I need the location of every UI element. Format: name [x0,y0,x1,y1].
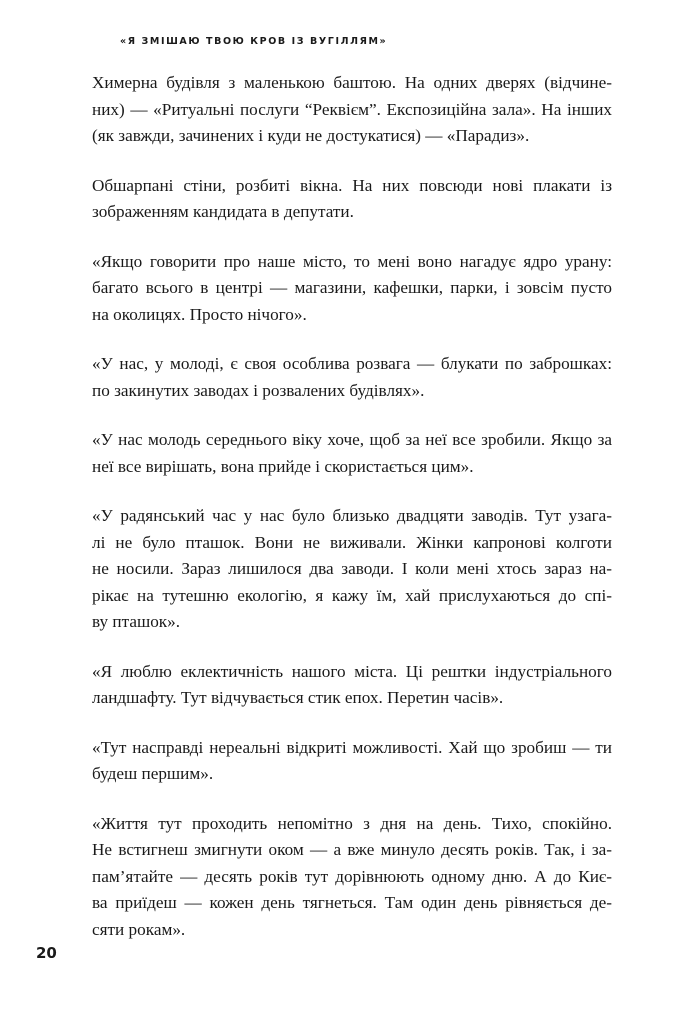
paragraph-2 [92,173,612,226]
body-text [92,70,612,966]
paragraph-9 [92,811,612,944]
text-line: лі не було пташок. Вони не виживали. Жінки капронові колготи [92,532,612,552]
text-line: на околицях. Просто нічого». [92,304,307,324]
paragraph-1 [92,70,612,150]
text-line: пам’ятайте — десять років тут дорівнюють одному дню. А до Киє- [92,866,612,886]
paragraph-6 [92,503,612,636]
paragraph-8 [92,735,612,788]
paragraph-3 [92,249,612,329]
text-line: «Тут насправді нереальні відкриті можливості. Хай що зробиш — ти [92,737,612,757]
text-line: рікає на тутешню екологію, я кажу їм, хай прислухаються до спі- [92,585,612,605]
text-line: неї все вирішать, вона прийде і скористається цим». [92,456,474,476]
text-line: Обшарпані стіни, розбиті вікна. На них повсюди нові плакати із [92,175,612,195]
text-line: (як завжди, зачинених і куди не достукатися) — «Парадиз». [92,126,530,145]
page-number: 20 [36,944,57,962]
text-line: «Життя тут проходить непомітно з дня на день. Тихо, спокійно. [92,813,612,833]
text-line: багато всього в центрі — магазини, кафешки, парки, і зовсім пусто [92,278,612,297]
text-line: «У радянський час у нас було близько двадцяти заводів. Тут узага- [92,506,612,525]
text-line: Не встигнеш змигнути оком — а вже минуло десять років. Так, і за- [92,840,612,859]
text-line: по закинутих заводах і розвалених будівлях». [92,380,425,400]
text-line: «Я люблю еклектичність нашого міста. Ці рештки індустріального [92,661,612,681]
text-line: «Якщо говорити про наше місто, то мені воно нагадує ядро урану: [92,251,612,271]
text-line: них) — «Ритуальні послуги “Реквієм”. Експозиційна зала». На інших [92,99,612,119]
text-line: будеш першим». [92,764,214,783]
paragraph-4 [92,351,612,404]
paragraph-7 [92,659,612,712]
text-line: ву пташок». [92,612,181,631]
text-line: Химерна будівля з маленькою баштою. На одних дверях (відчине- [92,73,612,92]
text-line: зображенням кандидата в депутати. [92,202,354,221]
text-line: сяти рокам». [92,919,186,939]
running-head: «Я ЗМІШАЮ ТВОЮ КРОВ ІЗ ВУГІЛЛЯМ» [120,36,388,47]
text-line: ландшафту. Тут відчувається стик епох. Перетин часів». [92,688,504,707]
text-line: не носили. Зараз лишилося два заводи. І коли мені хтось зараз на- [92,559,612,578]
text-line: «У нас, у молоді, є своя особлива розвага — блукати по заброшках: [92,354,612,373]
text-line: «У нас молодь середнього віку хоче, щоб за неї все зробили. Якщо за [92,430,612,449]
text-line: ва приїдеш — кожен день тягнеться. Там один день рівняється де- [92,893,612,912]
paragraph-5 [92,427,612,480]
